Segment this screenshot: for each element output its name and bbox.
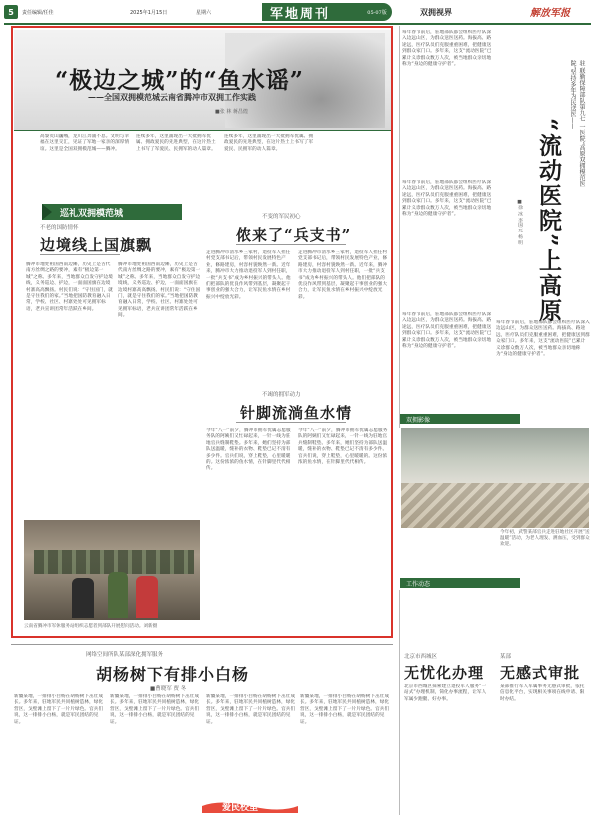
work-divider xyxy=(399,590,400,815)
right-photo-caption: 今年初，武警某部官兵走进驻地社区开展“送温暖”活动，为老人理发、测血压，受到群众欢迎。 xyxy=(500,530,590,547)
work-right-kicker: 某部 xyxy=(500,654,512,660)
mid2-body-b: 今年“八一”前夕，腾冲市拥军优属志愿服务队的阿姨们又忙碌起来，一针一线为驻地官兵缝制鞋垫。多年来，她们坚持为部队送温暖，缝补的衣物、鞋垫已记不清有多少件。官兵们说，穿上鞋垫，心里暖暖的。这份浓浓的鱼水情，在针脚里代代相传。 xyxy=(298,428,388,466)
right-byline: ■徐 冰 李国元 杨 明 xyxy=(517,200,522,245)
right-body-mid: 每年春节前后，驻地部队都会组织医疗队深入边远山区，为群众送医送药。海拔高、路途远，医疗队员们克服重重困难，把健康送到群众家门口。多年来，这支“流动医院”已累计义诊群众数万人次，被当地群众亲切地称为“身边的健康守护者”。 xyxy=(402,180,492,218)
mid2-headline: 针脚流淌鱼水情 xyxy=(240,404,353,422)
section-band: 军地周刊 xyxy=(262,3,362,21)
photo-caption: 云南省腾冲市军休服务站组织志愿者到部队开展慰问活动。刘新摄 xyxy=(24,624,158,629)
mid-body-a: 走进腾冲市清水乡三家村，退役军人担任村党支部书记后，带领村民发展特色产业，修路建房，村容村貌焕然一新。近年来，腾冲市大力推动退役军人到村任职，一批“兵支书”成为乡村振兴的带头人。他们把部队的优良作风带到基层，凝聚起干事创业的强大合力，让军民鱼水情在乡村振兴中绽放光彩。 xyxy=(206,250,291,300)
editor-line: 责任编辑/任佳 xyxy=(22,10,54,16)
right-photo xyxy=(401,428,589,528)
bottom-body-c: 新疆某地，一排排小白杨在胡杨树下茁壮成长。多年来，驻地军民共同植树造林，绿化营区，戈壁滩上留下了一片片绿色。官兵们说，这一排排小白杨，就是军民团结的见证。 xyxy=(206,694,296,725)
mid-body-b: 走进腾冲市清水乡三家村，退役军人担任村党支部书记后，带领村民发展特色产业，修路建房，村容村貌焕然一新。近年来，腾冲市大力推动退役军人到村任职，一批“兵支书”成为乡村振兴的带头人。他们把部队的优良作风带到基层，凝聚起干事创业的强大合力，让军民鱼水情在乡村振兴中绽放光彩。 xyxy=(298,250,388,300)
mid-kicker: 不变的军民初心 xyxy=(262,214,301,220)
lead-byline: ■张 林 蒋昌煌 xyxy=(215,109,248,115)
work-right-body: 某部推行军人军属事务无感式审批，依托信息化平台，实现相关事项在线申请、限时办结。 xyxy=(500,684,585,702)
figure-red xyxy=(136,576,158,618)
mid2-rule xyxy=(236,422,346,423)
bottom-body-a: 新疆某地，一排排小白杨在胡杨树下茁壮成长。多年来，驻地军民共同植树造林，绿化营区，戈壁滩上留下了一片片绿色。官兵们说，这一排排小白杨，就是军民团结的见证。 xyxy=(14,694,104,725)
banner-arrow-icon xyxy=(42,204,52,220)
bottom-body-d: 新疆某地，一排排小白杨在胡杨树下茁壮成长。多年来，驻地军民共同植树造林，绿化营区，戈壁滩上留下了一片片绿色。官兵们说，这一排排小白杨，就是军民团结的见证。 xyxy=(300,694,390,725)
work-left-body: 北京市西城区探索建立退役军人服务“一站式”办理机制，简化办事流程，让军人军属少跑腿、好办事。 xyxy=(404,684,487,702)
volunteer-photo xyxy=(24,520,200,620)
page-header xyxy=(0,0,595,24)
lead-rule xyxy=(14,130,391,131)
section-banner: 巡礼双拥模范城 xyxy=(42,204,182,220)
bottom-kicker: 网络空间所队某部深化拥军服务 xyxy=(86,652,164,658)
page-range: 05-07版 xyxy=(362,3,392,21)
figure-soldier xyxy=(108,572,128,618)
page-number: 5 xyxy=(4,5,18,19)
lead-intro-middle: 连续多年，这里涌现出一大批拥军优属、拥政爱民的先进典型，在这片热土上书写了军爱民、民拥军的动人篇章。 xyxy=(136,134,216,152)
work-left-headline: 无忧化办理 xyxy=(404,664,485,682)
photo-terrain xyxy=(401,483,589,528)
mid2-body-a: 今年“八一”前夕，腾冲市拥军优属志愿服务队的阿姨们又忙碌起来，一针一线为驻地官兵缝制鞋垫。多年来，她们坚持为部队送温暖，缝补的衣物、鞋垫已记不清有多少件。官兵们说，穿上鞋垫，心里暖暖的。这份浓浓的鱼水情，在针脚里代代相传。 xyxy=(206,428,291,472)
bottom-banner-label: 爱民校里 xyxy=(222,803,259,813)
right-body-lower: 每年春节前后，驻地部队都会组织医疗队深入边远山区，为群众送医送药。海拔高、路途远，医疗队员们克服重重困难，把健康送到群众家门口。多年来，这支“流动医院”已累计义诊群众数万人次，被当地群众亲切地称为“身边的健康守护者”。 xyxy=(402,312,492,350)
bottom-body-b: 新疆某地，一排排小白杨在胡杨树下茁壮成长。多年来，驻地军民共同植树造林，绿化营区，戈壁滩上留下了一片片绿色。官兵们说，这一排排小白杨，就是军民团结的见证。 xyxy=(110,694,200,725)
left-headline: 边境线上国旗飘 xyxy=(40,236,153,254)
newspaper-logo: 解放军报 xyxy=(530,8,570,19)
soldiers-row xyxy=(34,550,194,574)
lead-subtitle: ——全国双拥模范城云南省腾冲市双拥工作实践 xyxy=(88,92,256,102)
figure-dark xyxy=(72,578,94,618)
mid-headline: 侬来了“兵支书” xyxy=(236,226,352,244)
bottom-headline: 胡杨树下有排小白杨 xyxy=(96,665,250,684)
work-left-kicker: 北京市西城区 xyxy=(404,654,438,660)
bottom-byline: ■曹晓军 贾 冬 xyxy=(150,686,187,692)
lead-intro-left: 高黎贡山巍峨，龙川江奔涌不息。文明与幸福在这里交汇，见证了军地一家亲的深厚情谊。这里是全国双拥模范城——腾冲。 xyxy=(40,134,130,152)
right-vertical-title: “流动医院”上高原 xyxy=(535,118,562,324)
lead-title: “极边之城”的“鱼水谣” xyxy=(55,67,304,94)
issue-weekday: 星期六 xyxy=(196,10,212,16)
work-section-label: 工作动态 xyxy=(400,578,520,588)
left-kicker: 不老的国防情怀 xyxy=(40,225,79,231)
photo-section-label: 双拥影像 xyxy=(400,414,520,424)
left-rule xyxy=(40,254,120,255)
bottom-rule xyxy=(11,644,393,645)
mid-rule xyxy=(236,244,346,245)
header-rule xyxy=(4,23,591,25)
work-right-headline: 无感式审批 xyxy=(500,664,581,682)
right-divider xyxy=(399,26,400,428)
right-body-bottom: 每年春节前后，驻地部队都会组织医疗队深入边远山区，为群众送医送药。海拔高、路途远，医疗队员们克服重重困难，把健康送到群众家门口。多年来，这支“流动医院”已累计义诊群众数万人次，被当地群众亲切地称为“身边的健康守护者”。 xyxy=(496,320,590,358)
left-body-a: 腾冲市地处祖国西南边陲，历史上是古代南方丝绸之路的要冲，素有“极边第一城”之称。多年来，当地群众自发守护边境线，义务巡边、护边，一面面国旗在边境村寨高高飘扬。村民们说：“守住国门，就是守住我们的家。”当地把国防教育融入日常，学校、社区、村寨处处可见拥军标语，老兵宣讲团常年活跃在乡间。 xyxy=(26,262,113,312)
issue-date: 2025年1月15日 xyxy=(130,10,168,16)
mid2-kicker: 不竭的拥军动力 xyxy=(262,392,301,398)
lead-intro-right: 连续多年，这里涌现出一大批拥军优属、拥政爱民的先进典型，在这片热土上书写了军爱民、民拥军的动人篇章。 xyxy=(224,134,314,152)
right-kicker: 驻 联勤保障部队第九七 一医院“高原双拥模范医院”坚持多年为民送医—— xyxy=(569,60,585,187)
column-name: 双拥视界 xyxy=(420,7,452,17)
right-body-top: 每年春节前后，驻地部队都会组织医疗队深入边远山区，为群众送医送药。海拔高、路途远，医疗队员们克服重重困难，把健康送到群众家门口。多年来，这支“流动医院”已累计义诊群众数万人次，被当地群众亲切地称为“身边的健康守护者”。 xyxy=(402,30,492,68)
left-body-b: 腾冲市地处祖国西南边陲，历史上是古代南方丝绸之路的要冲，素有“极边第一城”之称。多年来，当地群众自发守护边境线，义务巡边、护边，一面面国旗在边境村寨高高飘扬。村民们说：“守住国门，就是守住我们的家。”当地把国防教育融入日常，学校、社区、村寨处处可见拥军标语，老兵宣讲团常年活跃在乡间。 xyxy=(118,262,201,319)
